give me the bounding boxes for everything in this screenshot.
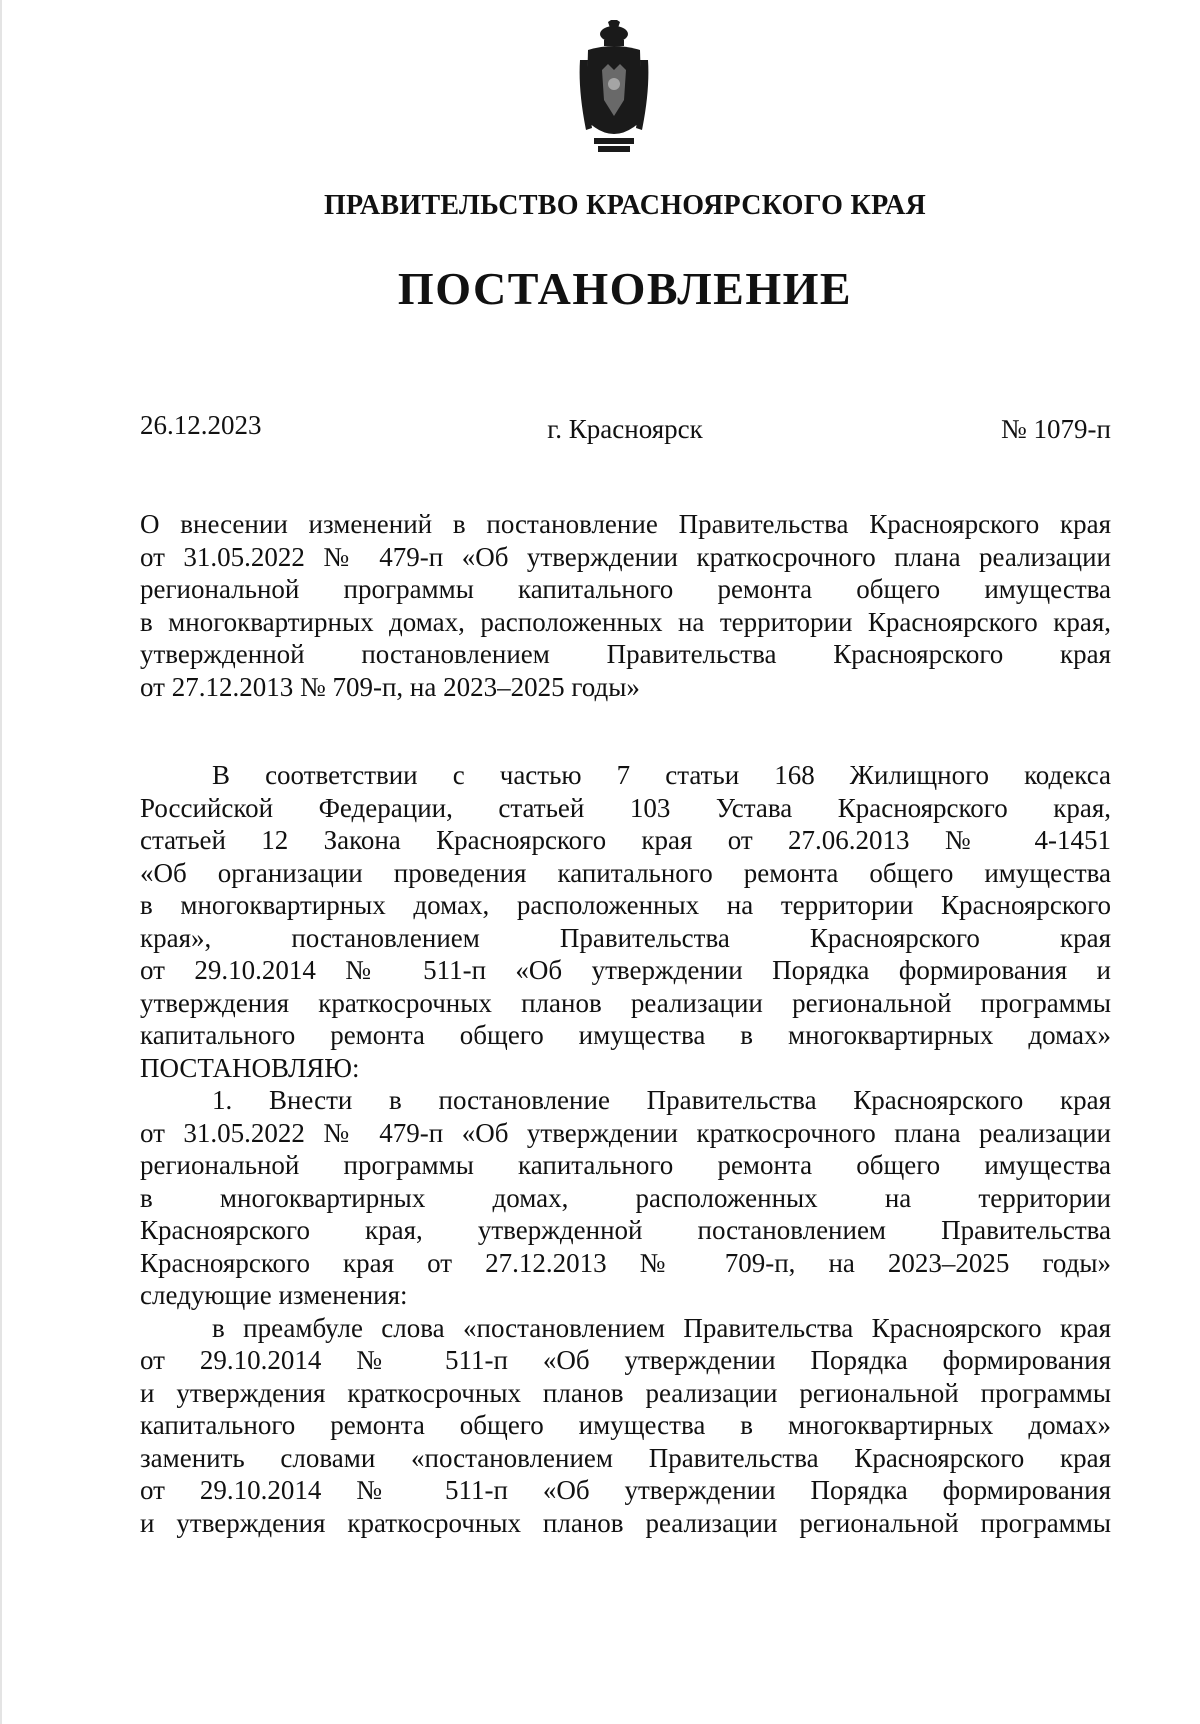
item1a-line: заменить словами «постановлением Правительства Красноярского края xyxy=(140,1442,1111,1473)
document-number: № 1079-п xyxy=(1001,414,1111,444)
item1-line: 1. Внести в постановление Правительства Красноярского края xyxy=(212,1085,1111,1115)
government-name: ПРАВИТЕЛЬСТВО КРАСНОЯРСКОГО КРАЯ xyxy=(323,190,927,221)
item1-line: Красноярского края от 27.12.2013 № 709-п, на 2023–2025 годы» xyxy=(140,1247,1111,1278)
preamble-line: утверждения краткосрочных планов реализации региональной программы xyxy=(140,987,1111,1018)
coat-of-arms-emblem xyxy=(578,20,650,160)
item1-line: от 31.05.2022 № 479-п «Об утверждении краткосрочного плана реализации xyxy=(140,1117,1111,1148)
document-type-title: ПОСТАНОВЛЕНИЕ xyxy=(397,263,853,314)
item1-line: следующие изменения: xyxy=(140,1280,408,1310)
item1a-line: от 29.10.2014 № 511-п «Об утверждении Порядка формирования xyxy=(140,1475,1111,1505)
preamble-line: Российской Федерации, статьей 103 Устава Красноярского края, xyxy=(140,792,1111,823)
preamble-line: в многоквартирных домах, расположенных на территории Красноярского xyxy=(140,890,1111,920)
item1a-line: капитального ремонта общего имущества в многоквартирных домах» xyxy=(140,1410,1111,1440)
preamble-line: края», постановлением Правительства Красноярского края xyxy=(140,922,1111,953)
item1-line: Красноярского края, утвержденной постановлением Правительства xyxy=(140,1215,1111,1245)
item1-line: региональной программы капитального ремонта общего имущества xyxy=(140,1150,1111,1180)
subject-line: утвержденной постановлением Правительства Красноярского края xyxy=(140,639,1111,669)
subject-line: от 31.05.2022 № 479-п «Об утверждении краткосрочного плана реализации xyxy=(140,541,1111,572)
preamble-line: от 29.10.2014 № 511-п «Об утверждении Порядка формирования и xyxy=(140,955,1111,985)
preamble-line: «Об организации проведения капитального ремонта общего имущества xyxy=(140,857,1111,888)
subject-line: от 27.12.2013 № 709-п, на 2023–2025 годы» xyxy=(140,671,640,702)
preamble-line: В соответствии с частью 7 статьи 168 Жилищного кодекса xyxy=(212,760,1111,790)
item1a-line: и утверждения краткосрочных планов реализации региональной программы xyxy=(140,1507,1111,1538)
item1a-line: в преамбуле слова «постановлением Правительства Красноярского края xyxy=(212,1312,1111,1343)
subject-line: в многоквартирных домах, расположенных на территории Красноярского края, xyxy=(140,606,1111,637)
preamble-line: статьей 12 Закона Красноярского края от 27.06.2013 № 4-1451 xyxy=(140,825,1111,855)
document-subject xyxy=(140,508,1111,703)
item1a-line: от 29.10.2014 № 511-п «Об утверждении Порядка формирования xyxy=(140,1345,1111,1375)
scan-margin xyxy=(0,0,2,1724)
subject-line: О внесении изменений в постановление Правительства Красноярского края xyxy=(140,509,1111,539)
preamble-line: капитального ремонта общего имущества в многоквартирных домах» xyxy=(140,1020,1111,1050)
document-date: 26.12.2023 xyxy=(140,410,262,440)
document-city: г. Красноярск xyxy=(547,414,703,444)
resolution-word: ПОСТАНОВЛЯЮ: xyxy=(140,1052,360,1083)
subject-line: региональной программы капитального ремонта общего имущества xyxy=(140,574,1111,604)
item1-line: в многоквартирных домах, расположенных на территории xyxy=(140,1182,1111,1213)
document-body xyxy=(140,759,1111,1539)
item1a-line: и утверждения краткосрочных планов реализации региональной программы xyxy=(140,1377,1111,1408)
